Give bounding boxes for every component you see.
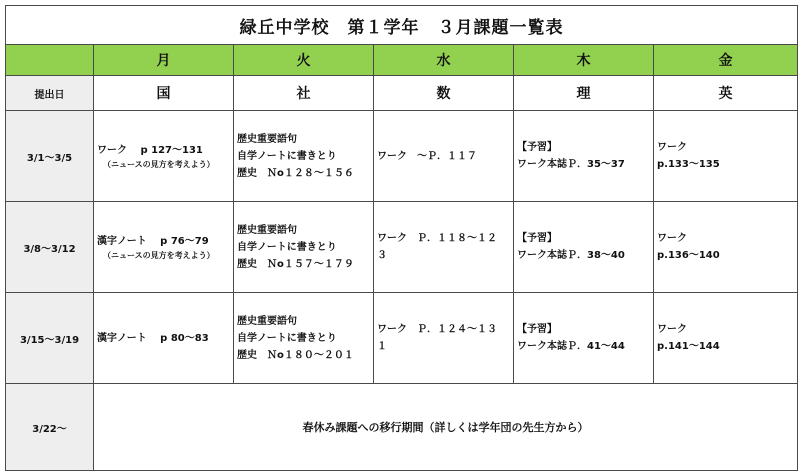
assignment-line: ワーク本誌Ｐ．35〜37	[517, 159, 625, 170]
weekday-header-row	[6, 45, 798, 76]
assignment-line: ワーク 〜Ｐ．１１７	[377, 150, 477, 162]
page-title: 緑丘中学校 第１学年 ３月課題一覧表	[6, 6, 798, 45]
subject-japanese: 国	[94, 76, 234, 111]
transition-notice: 春休み課題への移行期間（詳しくは学年団の先生方から）	[94, 384, 798, 471]
table-row	[6, 111, 798, 202]
week-date-cell: 3/8〜3/12	[6, 202, 94, 293]
day-header-fri: 金	[654, 45, 798, 76]
assignment-cell	[94, 111, 234, 202]
assignment-line: ワーク	[657, 142, 687, 153]
assignment-line: p.136〜140	[657, 250, 720, 261]
assignment-line: ワーク Ｐ．１１８〜１２	[377, 233, 497, 244]
day-header-tue: 火	[234, 45, 374, 76]
assignment-cell	[94, 202, 234, 293]
assignment-cell	[514, 111, 654, 202]
table-row-final	[6, 384, 798, 471]
subject-english: 英	[654, 76, 798, 111]
assignment-line: ワーク	[657, 233, 687, 244]
day-header-thu: 木	[514, 45, 654, 76]
assignment-line: 【予習】	[517, 142, 557, 153]
assignment-line: ワーク本誌Ｐ．38〜40	[517, 250, 625, 261]
assignment-cell	[654, 293, 798, 384]
final-date-cell: 3/22〜	[6, 384, 94, 471]
weeks-body	[6, 111, 798, 384]
week-date-cell: 3/15〜3/19	[6, 293, 94, 384]
assignment-cell	[234, 293, 374, 384]
assignment-note: （ニュースの見方を考えよう）	[103, 250, 215, 260]
assignment-table	[5, 5, 798, 471]
assignment-line: 歴史重要語句	[237, 315, 297, 327]
assignment-cell	[514, 293, 654, 384]
assignment-line: 歴史重要語句	[237, 224, 297, 236]
table-row	[6, 293, 798, 384]
assignment-line: p.141〜144	[657, 341, 720, 352]
submit-date-label: 提出日	[6, 76, 94, 111]
assignment-cell	[514, 202, 654, 293]
assignment-cell	[234, 202, 374, 293]
assignment-line: 【予習】	[517, 233, 557, 244]
assignment-line: 漢字ノート p 80〜83	[97, 332, 209, 344]
subject-science: 理	[514, 76, 654, 111]
assignment-line: ワーク p 127〜131	[97, 144, 203, 156]
subject-math: 数	[374, 76, 514, 111]
day-header-wed: 水	[374, 45, 514, 76]
assignment-line: ワーク本誌Ｐ．41〜44	[517, 341, 625, 352]
assignment-line: ワーク Ｐ．１２４〜１３	[377, 324, 497, 335]
assignment-cell	[234, 111, 374, 202]
assignment-line: 歴史 Ｎo１８０〜２０１	[237, 349, 354, 361]
subject-social: 社	[234, 76, 374, 111]
assignment-cell	[374, 202, 514, 293]
assignment-note: （ニュースの見方を考えよう）	[103, 159, 215, 169]
day-header-mon: 月	[94, 45, 234, 76]
assignment-sheet	[1, 1, 799, 470]
assignment-line: 自学ノートに書きとり	[237, 332, 337, 344]
corner-cell	[6, 45, 94, 76]
assignment-line: ３	[377, 250, 387, 261]
week-date-cell: 3/1〜3/5	[6, 111, 94, 202]
assignment-cell	[374, 111, 514, 202]
assignment-line: p.133〜135	[657, 159, 720, 170]
assignment-line: 歴史 Ｎo１２８〜１５６	[237, 167, 354, 179]
assignment-line: 漢字ノート p 76〜79	[97, 235, 209, 247]
assignment-cell	[94, 293, 234, 384]
assignment-cell	[374, 293, 514, 384]
assignment-line: 自学ノートに書きとり	[237, 150, 337, 162]
assignment-cell	[654, 111, 798, 202]
assignment-line: ワーク	[657, 324, 687, 335]
assignment-cell	[654, 202, 798, 293]
assignment-line: 歴史 Ｎo１５７〜１７９	[237, 258, 354, 270]
assignment-line: １	[377, 341, 387, 352]
subject-header-row	[6, 76, 798, 111]
assignment-line: 自学ノートに書きとり	[237, 241, 337, 253]
assignment-line: 【予習】	[517, 324, 557, 335]
table-row	[6, 202, 798, 293]
assignment-line: 歴史重要語句	[237, 133, 297, 145]
